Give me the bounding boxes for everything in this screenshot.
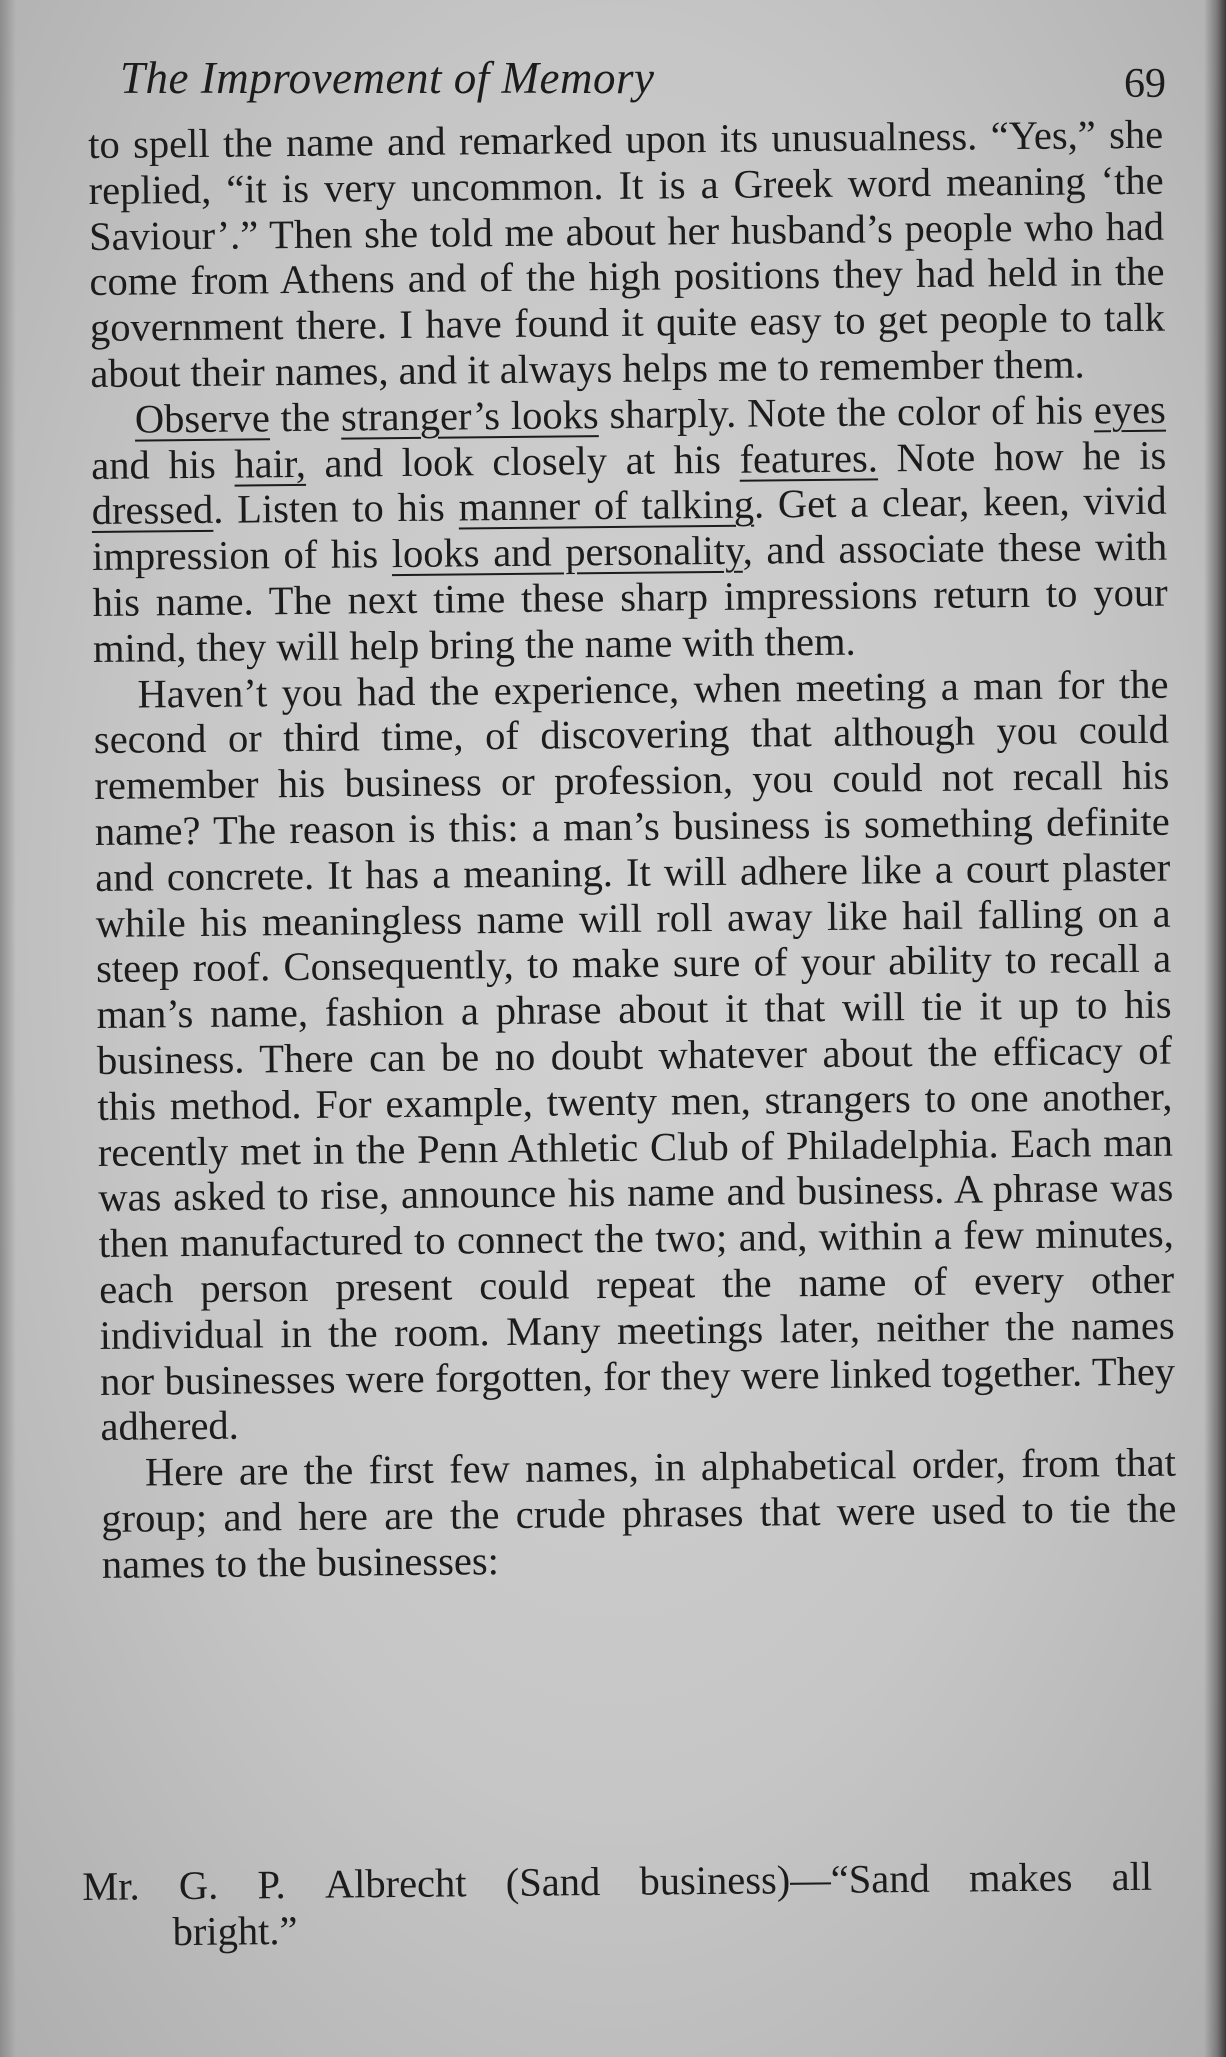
paragraph-4: Here are the first few names, in alphabetical order, from that group; and here are the crude phrases that were used to tie the names to the businesses: xyxy=(101,1439,1177,1587)
paragraph-3: Haven’t you had the experience, when meeting a man for the second or third time, of discovering that although you could remember his business or profession, you could not recall his name? The reason is this: a man’s business is something definite and concrete. It has a meaning. It will adhere like a court plaster while his meaningless name will roll away like hail falling on a steep roof. Consequently, to make sure of your ability to recall a man’s name, fashion a phrase about it that will tie it up to his business. There can be no doubt whatever about the efficacy of this method. For example, twenty men, strangers to one another, recently met in the Penn Athletic Club of Philadelphia. Each man was asked to rise, announce his name and business. A phrase was then manufactured to connect the two; and, within a few minutes, each person present could repeat the name of every other individual in the room. Many meetings later, neither the names nor businesses were forgotten, for they were linked together. They adhered. xyxy=(93,661,1176,1450)
text-run: the xyxy=(269,394,342,441)
underlined-phrase: manner of talking xyxy=(458,482,755,530)
entry-word: makes xyxy=(968,1854,1073,1901)
text-run: Note how he is xyxy=(877,432,1167,481)
paragraph-1: to spell the name and remarked upon its unusualness. “Yes,” she replied, “it is very uncommon. It is a Greek word meaning ‘the Saviour’.” Then she told me about her husband’s people who had come from Athens and of the high positions they had held in the government there. I have found it quite easy to get people to talk about their names, and it always helps me to remember them. xyxy=(88,111,1166,396)
name-phrase-entry xyxy=(82,1854,1153,1956)
entry-word: P. xyxy=(257,1862,286,1908)
page-number: 69 xyxy=(1124,61,1166,107)
entry-word: (Sand xyxy=(505,1859,601,1905)
underlined-phrase: hair, xyxy=(234,440,307,487)
underlined-phrase: features. xyxy=(739,435,879,482)
page-edge-shadow-right xyxy=(1204,0,1226,2057)
page-edge-shadow-left xyxy=(0,0,16,2057)
entry-word: Albrecht xyxy=(324,1860,467,1907)
running-head: The Improvement of Memory xyxy=(120,53,655,103)
text-run: . Get a clear, keen, vivid impression of his xyxy=(91,478,1167,580)
body-text xyxy=(88,112,1177,1588)
underlined-phrase: Observe xyxy=(134,395,271,442)
text-run: and his xyxy=(91,441,235,488)
underlined-phrase: stranger’s looks xyxy=(340,391,599,440)
entry-word: Mr. xyxy=(82,1863,140,1909)
entry-continuation: bright.” xyxy=(172,1907,298,1955)
underlined-phrase: dressed xyxy=(91,487,214,534)
entry-word: all xyxy=(1111,1853,1153,1900)
text-run: sharply. Note the color of his xyxy=(598,387,1095,437)
entry-word: business)—“Sand xyxy=(639,1855,930,1904)
underlined-phrase: eyes xyxy=(1093,386,1167,433)
paragraph-2 xyxy=(91,386,1169,671)
underlined-phrase: looks and personality xyxy=(391,527,743,577)
entry-word: G. xyxy=(178,1862,219,1909)
text-run: and look closely at his xyxy=(305,436,740,486)
text-run: , and associate these with his name. The next time these sharp impressions return to your mind, they will help bring the name with them. xyxy=(92,523,1168,671)
text-run: . Listen to his xyxy=(212,484,459,533)
